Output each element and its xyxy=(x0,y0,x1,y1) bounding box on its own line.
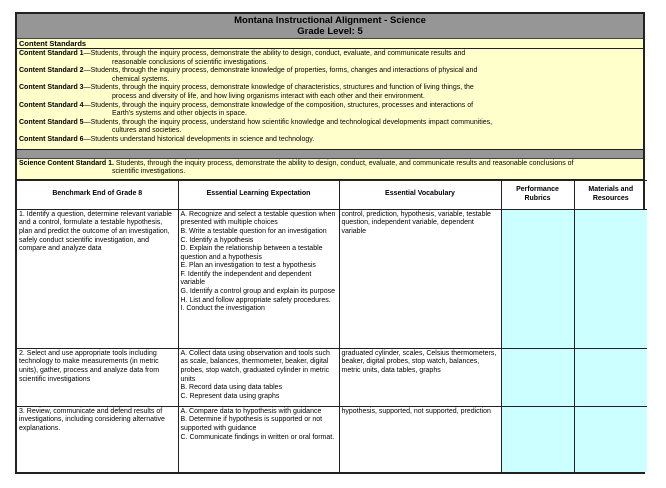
expectation-item: I. Conduct the investigation xyxy=(180,305,265,313)
table-row xyxy=(17,209,647,348)
materials-cell[interactable] xyxy=(574,209,647,348)
content-standard-text: —Students, through the inquiry process, understand how scientific knowledge and technological developments impact communities, xyxy=(83,118,493,126)
materials-cell[interactable] xyxy=(574,406,647,472)
table-header-row xyxy=(17,180,647,209)
vocabulary-cell: control, prediction, hypothesis, variable, testable question, independent variable, dependent variable xyxy=(339,209,501,348)
expectation-item: B. Write a testable question for an investigation xyxy=(180,227,327,235)
content-standard-label: Content Standard 2 xyxy=(19,67,84,75)
content-standard-text: —Students understand historical developments in science and technology. xyxy=(83,135,315,143)
rubrics-cell[interactable] xyxy=(501,348,574,406)
expectation-item: E. Plan an investigation to test a hypothesis xyxy=(180,262,316,270)
content-standard-label: Content Standard 6 xyxy=(19,135,84,143)
alignment-sheet xyxy=(15,12,645,474)
content-standard-3 xyxy=(19,84,641,101)
expectation-item: A. Compare data to hypothesis with guidance xyxy=(180,407,322,415)
content-standard-label: Content Standard 4 xyxy=(19,101,84,109)
content-standard-label: Content Standard 1 xyxy=(19,50,84,57)
title-bar xyxy=(17,14,643,39)
science-standard-text: Students, through the inquiry process, demonstrate the ability to design, conduct, evaluate, and communicate results and reasonable conclusions of xyxy=(113,159,574,167)
content-standard-6 xyxy=(19,136,641,145)
header-vocabulary: Essential Vocabulary xyxy=(339,180,501,209)
rubrics-cell[interactable] xyxy=(501,209,574,348)
header-rubrics: Performance Rubrics xyxy=(501,180,574,209)
expectation-item: C. Communicate findings in written or oral format. xyxy=(180,433,335,441)
expectation-cell xyxy=(178,348,339,406)
content-standard-5 xyxy=(19,119,641,136)
benchmark-cell: 2. Select and use appropriate tools including technology to make measurements (in metric units), gather, process and analyze data from scientific investigations xyxy=(17,348,178,406)
expectation-item: H. List and follow appropriate safety procedures. xyxy=(180,296,331,304)
content-standard-text-cont: Earth's systems and other objects in space. xyxy=(112,110,247,118)
expectation-cell xyxy=(178,209,339,348)
content-standard-text: —Students, through the inquiry process, demonstrate knowledge of characteristics, structures and function of living things, the xyxy=(83,84,474,92)
content-standard-text: —Students, through the inquiry process, demonstrate knowledge of properties, forms, changes and interactions of physical and xyxy=(83,67,478,75)
science-standard-text-cont: scientific investigations. xyxy=(112,168,186,176)
vocabulary-cell: hypothesis, supported, not supported, prediction xyxy=(339,406,501,472)
content-standard-4 xyxy=(19,102,641,119)
content-standards-heading: Content Standards xyxy=(17,39,643,49)
rubrics-cell[interactable] xyxy=(501,406,574,472)
content-standard-1 xyxy=(19,50,641,67)
expectation-cell xyxy=(178,406,339,472)
content-standards-list xyxy=(17,49,643,149)
expectation-item: B. Determine if hypothesis is supported or not supported with guidance xyxy=(180,416,323,432)
grade-level: Grade Level: 5 xyxy=(297,26,363,37)
table-row xyxy=(17,406,647,472)
vocabulary-cell: graduated cylinder, scales, Celsius thermometers, beaker, digital probes, stop watch, balances, metric units, data tables, graphs xyxy=(339,348,501,406)
science-standard-label: Science Content Standard 1. xyxy=(19,159,114,167)
expectation-item: A. Collect data using observation and tools such as scale, balances, thermometer, beaker, digital probes, stop watch, graduated cylinder in metric units xyxy=(180,349,330,383)
expectation-item: B. Record data using data tables xyxy=(180,384,283,392)
content-standard-text: —Students, through the inquiry process, demonstrate the ability to design, conduct, evaluate, and communicate results and xyxy=(83,50,466,57)
document-title: Montana Instructional Alignment - Science xyxy=(234,15,426,26)
content-standard-text: —Students, through the inquiry process, demonstrate knowledge of the composition, structures, processes and interactions of xyxy=(83,101,474,109)
header-materials: Materials and Resources xyxy=(574,180,647,209)
expectation-item: D. Explain the relationship between a testable question and a hypothesis xyxy=(180,245,323,261)
table-row xyxy=(17,348,647,406)
materials-cell[interactable] xyxy=(574,348,647,406)
expectation-item: A. Recognize and select a testable question when presented with multiple choices xyxy=(180,210,336,227)
header-expectation: Essential Learning Expectation xyxy=(178,180,339,209)
content-standard-label: Content Standard 5 xyxy=(19,118,84,126)
content-standard-2 xyxy=(19,67,641,84)
benchmark-cell: 1. Identify a question, determine relevant variable and a control, formulate a testable hypothesis, plan and predict the outcome of an investigation, safely conduct scientific investigation, and compare and analyze data xyxy=(17,209,178,348)
content-standard-text-cont: cultures and societies. xyxy=(112,127,182,135)
benchmark-cell: 3. Review, communicate and defend results of investigations, including considering alternative explanations. xyxy=(17,406,178,472)
content-standard-text-cont: process and diversity of life, and how living organisms interact with each other and their environment. xyxy=(112,92,425,100)
expectation-item: G. Identify a control group and explain its purpose xyxy=(180,288,335,296)
section-divider xyxy=(17,149,643,159)
header-benchmark: Benchmark End of Grade 8 xyxy=(17,180,178,209)
alignment-table xyxy=(17,180,647,472)
expectation-item: F. Identify the independent and dependent variable xyxy=(180,270,312,287)
content-standard-text-cont: chemical systems. xyxy=(112,75,170,83)
expectation-item: C. Identify a hypothesis xyxy=(180,236,254,244)
content-standard-text-cont: reasonable conclusions of scientific investigations. xyxy=(112,58,269,66)
expectation-item: C. Represent data using graphs xyxy=(180,392,280,400)
content-standard-label: Content Standard 3 xyxy=(19,84,84,92)
science-content-standard xyxy=(17,159,643,180)
